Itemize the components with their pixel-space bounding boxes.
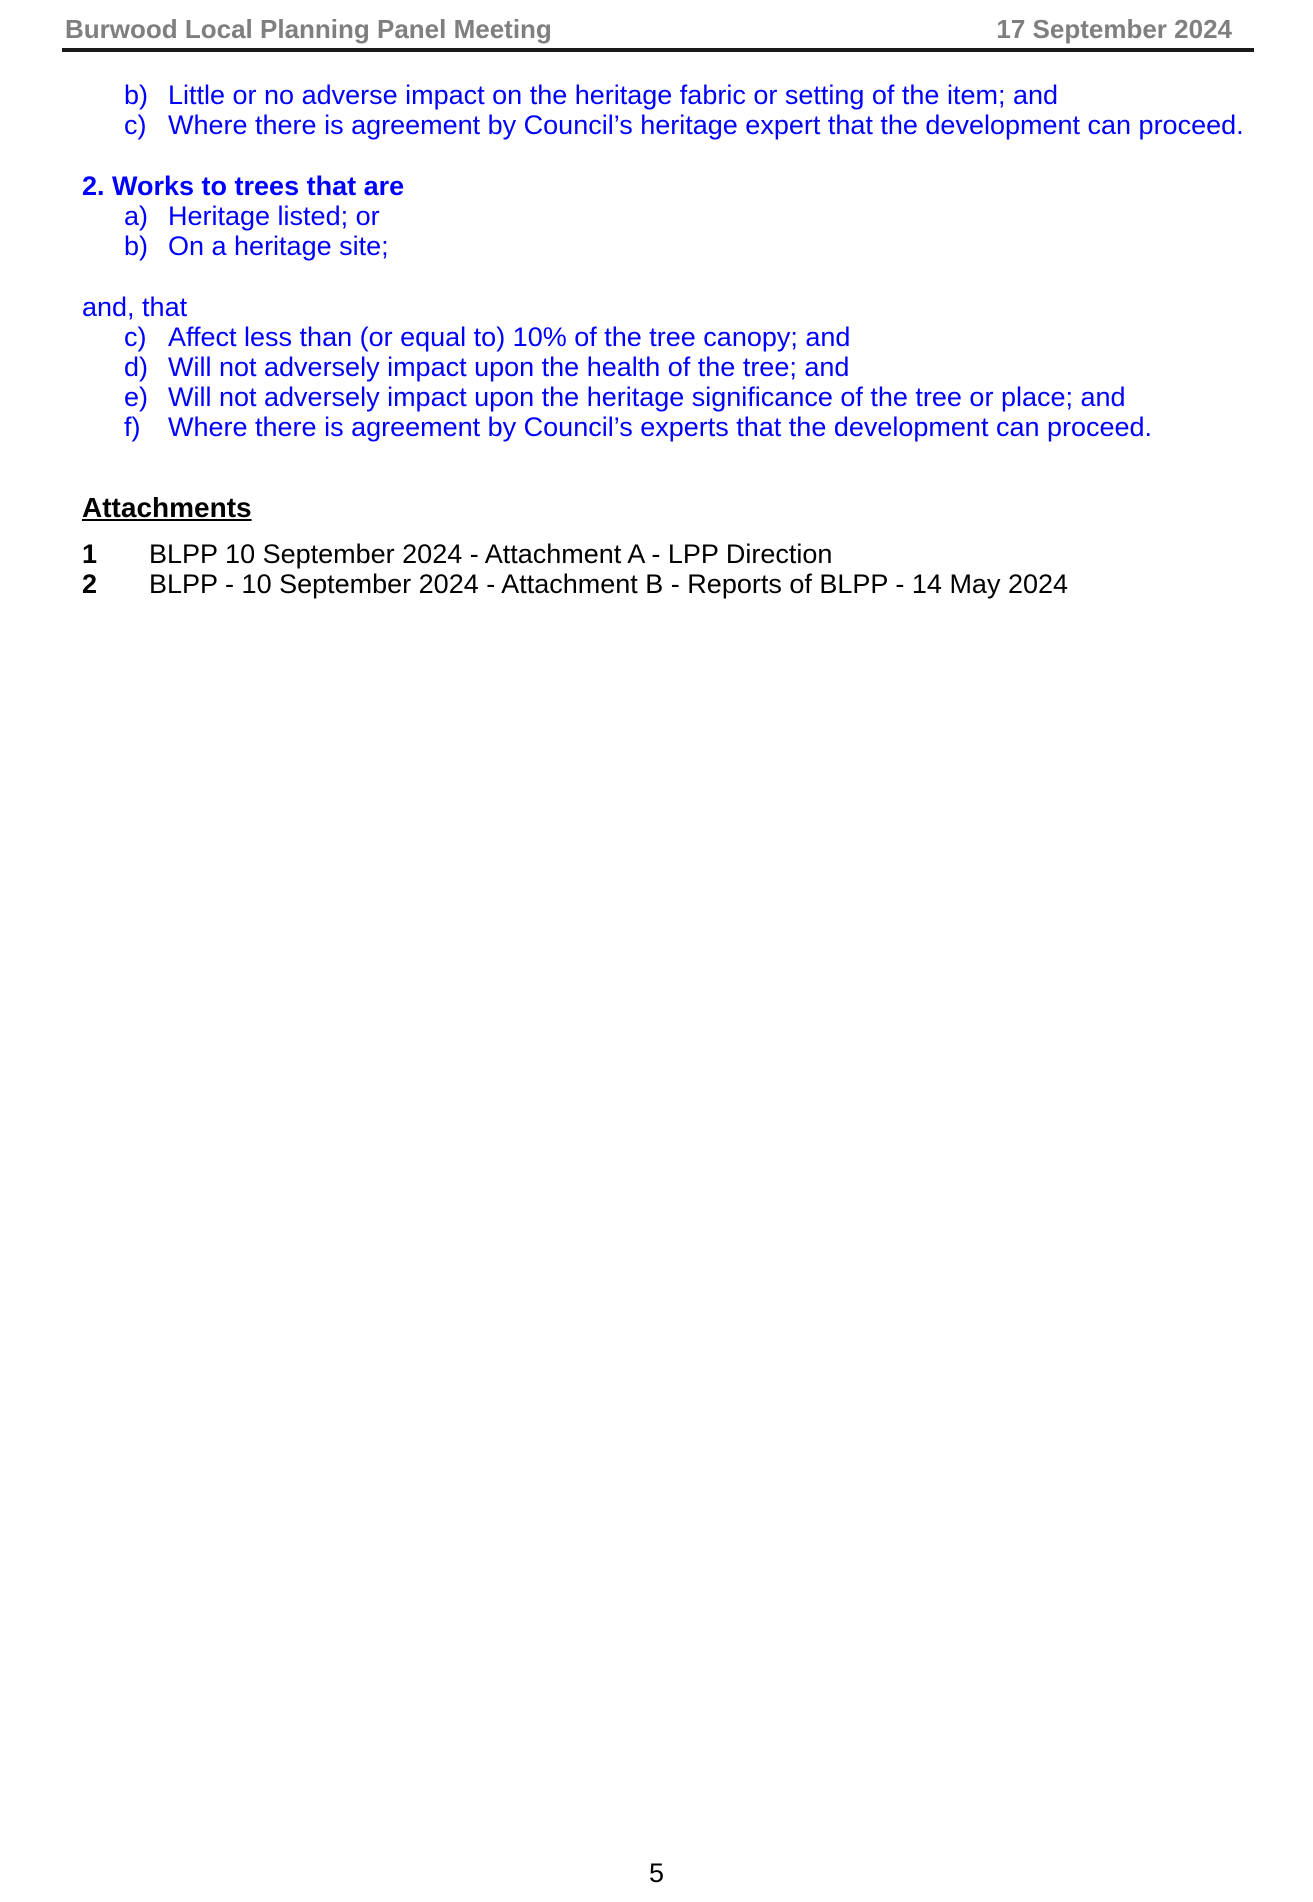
list-item-text: Heritage listed; or xyxy=(168,201,380,231)
list-item-text: Where there is agreement by Council’s experts that the development can proceed. xyxy=(168,412,1153,442)
attachment-link[interactable]: BLPP - 10 September 2024 - Attachment B - Reports of BLPP - 14 May 2024 xyxy=(149,569,1069,599)
list-item-text: On a heritage site; xyxy=(168,231,389,261)
list-item-text: Affect less than (or equal to) 10% of the tree canopy; and xyxy=(168,322,851,352)
page-header xyxy=(62,12,1254,52)
list-item-letter: b) xyxy=(124,80,149,110)
list-item-letter: a) xyxy=(124,201,149,231)
section-heading: 2. Works to trees that are xyxy=(82,171,405,201)
header-title: Burwood Local Planning Panel Meeting xyxy=(65,14,552,44)
header-date: 17 September 2024 xyxy=(996,14,1232,44)
attachment-number: 1 xyxy=(82,539,98,569)
list-item-letter: e) xyxy=(124,382,149,412)
list-item-text: Will not adversely impact upon the heritage significance of the tree or place; and xyxy=(168,382,1126,412)
list-item-letter: b) xyxy=(124,231,149,261)
attachment-number: 2 xyxy=(82,569,98,599)
list-item-letter: c) xyxy=(124,322,147,352)
list-item-letter: c) xyxy=(124,110,147,140)
list-item-letter: d) xyxy=(124,352,149,382)
attachments-heading: Attachments xyxy=(82,492,252,523)
list-item-letter: f) xyxy=(124,412,141,442)
attachment-link[interactable]: BLPP 10 September 2024 - Attachment A - LPP Direction xyxy=(149,539,833,569)
page-number: 5 xyxy=(648,1858,665,1888)
list-item-text: Where there is agreement by Council’s heritage expert that the development can proceed. xyxy=(168,110,1244,140)
list-item-text: Little or no adverse impact on the heritage fabric or setting of the item; and xyxy=(168,80,1058,110)
list-item-text: Will not adversely impact upon the health of the tree; and xyxy=(168,352,850,382)
connector-text: and, that xyxy=(82,292,188,322)
